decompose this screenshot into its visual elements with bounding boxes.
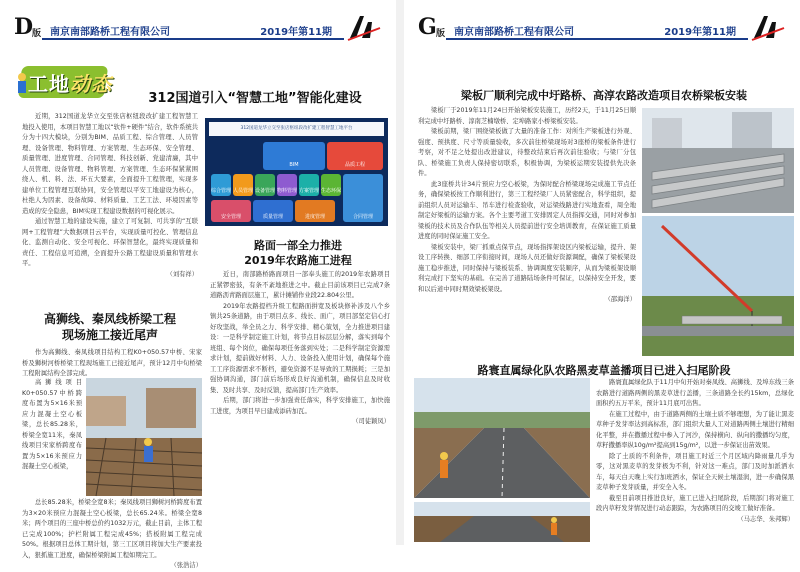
page-letter: G [418, 14, 437, 40]
section-title: 工地动态 [28, 72, 112, 96]
header-rule [446, 38, 748, 40]
screen-tile: 设备管理 [255, 174, 275, 196]
article-title: 路寰直属绿化队农路黑麦草盖播项目已进入扫尾阶段 [477, 364, 731, 377]
article-body: 近期，312国道龙华立交至张店枢纽段改扩建工程智慧工地投入使用，本项目智慧工地以“软件+硬件”结合，软件系统共分为十四大模块，分别为BIM、品质工程、综合管理、人员管理、设备管理、物料管理、方案管理、生态环保、安全管理、质量管理、进度管理、合同管理、科技创新、党建清廉，其中人员管理、设备管理、物料管理、方案管理、生态环保紧紧围绕人、机、料、法、环五大要素，全面提升工程管理，实现多建单位工程管理互联协同，安全管理以平安工地建设为核心，杜绝人为因素、设备故障、材料质量、工艺工法、环境因素等造成的安全隐患，BIM实现工程建设数据的可视化展示。 通过智慧工地的建设实施，建立了可复制、可共享的“互联网+工程管理”大数据项目云平台，实现质量可控化、管理信息化、监测自动化、安全可视化、环保智慧化，最终实现质量和责任、工程信息可追溯，全面提升公路工程建设质量和管理水平。 （刘有祥） [22, 112, 198, 337]
article-body: 路寰直属绿化队于11月中旬开始对秦凤线、高狮线、及埠东线三条农路进行道路两侧的黑麦草进行盖播，三条道路全长约15km，总绿化面积约五万平米，预计11月底可出售。 在施工过程中，由于道路两侧的土壤土质不够理想，为了能让黑麦草种子发芽率达到高标准，部门组织大量人工对道路两侧土壤进行精细化平整，并在撒播过程中参入了河沙，保持横向、纵向的撒播均匀度，草籽撒播率纵10g/m²提高到15g/m²，以进一步保证出苗效果。 除了土质的不利条件，项目施工时近三个月区域内降雨量几乎为零，这对黑麦草的发芽极为不利，针对这一难点，部门及时加派洒水车，每天白天晚上实行加班洒水，保证全天候土壤湿润，进一步确保黑麦草种子发芽质量，并安全入冬。 截至目前项目推进良好，施工已进入扫尾阶段，后期部门将对施工段内草籽发芽情况进行动态跟踪，为农路项目的交竣工做好准备。 （马志华、朱邦辉） [596, 378, 794, 538]
article-signature: （邵海洋） [604, 296, 636, 303]
road-greening-photo-1 [414, 378, 590, 498]
screen-tile: 方案管理 [299, 174, 319, 196]
issue-number: 2019年第11期 [664, 27, 736, 38]
smart-site-screenshot [205, 118, 388, 226]
road-greening-photo-2 [414, 502, 590, 542]
article-signature: （马志华、朱邦辉） [737, 515, 794, 523]
company-name: 南京南部路桥工程有限公司 [50, 27, 170, 38]
page-letter: D [14, 14, 34, 40]
article-body: 作为高狮线、秦凤线项目结构工程K0+050.57中桥、宋家桥及狮树河桥桥梁工程现场施工已接近尾声，预计12月中旬桥梁工程附属结构全部完成。 [22, 349, 202, 377]
screen-tile: 人员管理 [233, 174, 253, 196]
article-body: 近日，南部路桥路面项目一部奉头施工的2019年农路项目正紧锣密鼓，有条不紊地推进之中。截止目前该项目已完成7条道路沥青路面层施工，累计摊铺作业段22.804公里。 2019年农路提档升级工程路面拼宽及板块修补涉及八个乡镇共25条道路，由于项目点多、线长、面广，项目部坚定信心打好攻坚战，举全员之力、科学安排、精心策划，全力推进项目建设：一是科学制定施工计划，将节点目标层层分解，落实到每个班组、每个岗位，确保每项任务落到实处；二是科学制定资源需求计划，提前做好材料、人力、设备投入使用计划，确保每个施工工序资源需求不断档，避免资源不足导致的工期损耗；三是加强协调沟通，部门前后场形成良好沟通机制，确保信息及时收集、及时共享、及时反馈，提高部门生产效率。 后期，部门将进一步加强责任落实，科学安排施工，加快施工进度，为项目早日建成添砖加瓦。 （司徒颖凤） [210, 270, 390, 538]
screen-tile: 生态环保 [321, 174, 341, 196]
screen-tile: 质量管理 [253, 200, 293, 222]
edition-label: 版 [436, 29, 446, 39]
article-title: 路面一部全力推进 2019年农路施工进程 [244, 239, 352, 267]
screen-tile: 物料管理 [277, 174, 297, 196]
bridge-construction-photo [86, 378, 202, 496]
article-body: 总长85.28米，桥梁全宽8米；秦凤线项目狮树河桥跨度布置为3×20米预应力混凝土空心板梁，总长65.24米。桥梁全宽8米；两个项目的三座中桥总价约1032万元，截止目前，主体工程已完成100%；护栏附属工程完成45%；搭板附属工程完成50%。根据项目总体工期计划，第三工区项目将加大生产要素投入，狠抓施工进度，确保桥梁附属工程如期完工。 （张浩洁） [22, 498, 202, 542]
article-title: 高狮线、秦凤线桥梁工程 现场施工接近尾声 [43, 312, 176, 342]
article-body: 梁板厂于2019年11月24日开始梁板安装施工，历经2天，于11月25日顺利完成中圩路桥、淳南芝楠墩桥、定埠路家小桥梁板安装。 梁板前期，梁厂围绕梁板做了大量的准备工作：对所生产梁板进行外观、强度、预拱度、尺寸等质量验收，多次前往桥梁现场对3座桥的梁板条件进行考察，对不足之处提出改进建议，待整改结束后再次前往验收；与梁厂分包队、桥梁施工负责人保持密切联系，积极协调，为梁板运期安装提供先决条件。 此3座桥共计34片预应力空心板梁，为保时配合桥梁现场完成施工节点任务，确保梁板按工作顺利进行，第三工程经梁厂人员紧密配合，科学组织，提前组织人员对运输车、吊车进行检查验收，对运梁线路进行实地查看，周全地制定好梁板的运输方案。各个主要考道工安排固定人员指挥交通，同时对参加梁板的技术员及合作队伍等相关人员提前进行安全培训教育，在保证施工质量进度的同时保证施工安全。 梁板安装中，梁厂抓重点保节点，现场指挥架设区内梁板运输，提升、架设工序转换、细部工序衔接时间，现场人员还做好资源调配，确保了梁板架设施工稳步推进，同时保持与梁板装系、协调调度安装顺序，从而为梁板架设顺利完成打下坚实的基础。在完善了道路陆场条件可保证，以保持安全开发，要和以后道中同时期效梁板架设。 （邵海洋） [418, 106, 636, 356]
right-page-header [418, 14, 786, 40]
screen-tile: 综合管理 [211, 174, 231, 196]
company-logo-icon [750, 12, 786, 42]
beam-installation-photo [642, 216, 794, 356]
edition-label: 版 [32, 29, 42, 39]
beam-yard-photo [642, 108, 794, 213]
screen-tile: 合同管理 [343, 174, 383, 222]
issue-number: 2019年第11期 [260, 27, 332, 38]
screen-header: 312国道龙华立交至张店枢纽段改扩建工程智慧工地平台 [209, 122, 384, 136]
screen-tile: BIM [263, 142, 325, 170]
article-body: 高狮线项目K0+050.57中桥跨度布置为5×16米预应力混凝土空心板梁，总长85.28米，桥梁全宽11米，秦凤线项目宋家桥跨度布置为5×16米预应力混凝土空心板梁， [22, 379, 82, 470]
screen-tile: 品质工程 [327, 142, 383, 170]
section-badge [14, 62, 114, 104]
right-page [404, 0, 800, 545]
company-name: 南京南部路桥工程有限公司 [454, 27, 574, 38]
article-title: 312国道引入“智慧工地”智能化建设 [148, 91, 362, 106]
header-rule [42, 38, 344, 40]
article-signature: （司徒颖凤） [352, 418, 390, 425]
company-logo-icon [346, 12, 382, 42]
article-title: 梁板厂顺利完成中圩路桥、高淳农路改造项目农桥梁板安装 [461, 89, 747, 102]
screen-tile: 进度管理 [295, 200, 335, 222]
left-page-header [14, 14, 382, 40]
screen-tile: 安全管理 [211, 200, 251, 222]
page-gutter [396, 0, 404, 545]
article-signature: （刘有祥） [166, 270, 198, 278]
left-page [0, 0, 396, 569]
article-signature: （张浩洁） [170, 562, 202, 569]
